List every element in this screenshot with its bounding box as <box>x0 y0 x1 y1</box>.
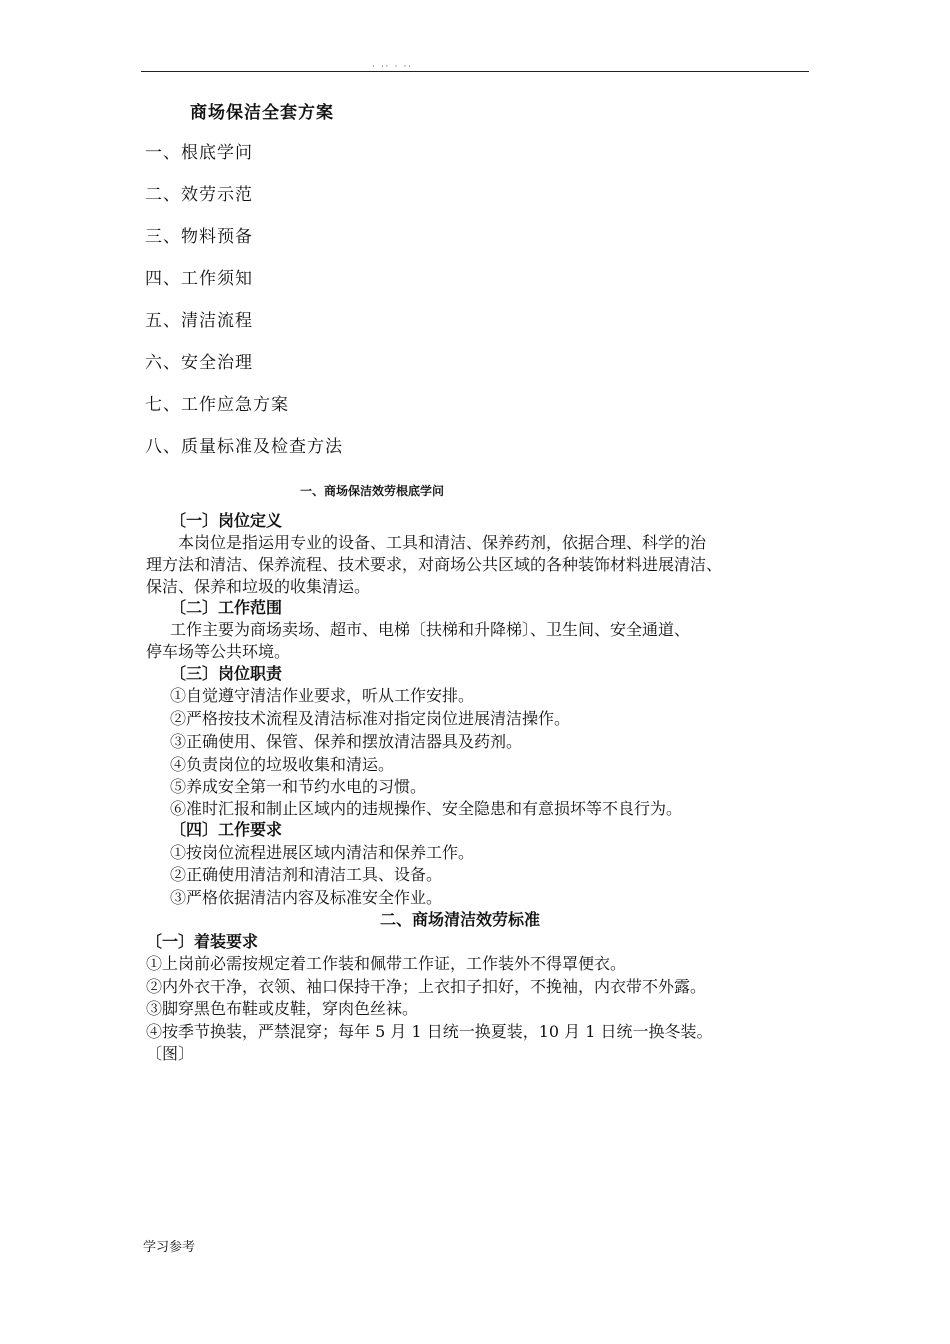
paragraph-line: 保洁、保养和垃圾的收集清运。 <box>146 577 371 596</box>
section2-title: 二、商场清洁效劳标准 <box>380 910 541 929</box>
sub-heading: 〔二〕工作范围 <box>170 598 283 617</box>
list-item: ①按岗位流程进展区域内清洁和保养工作。 <box>170 843 475 862</box>
list-item: ②正确使用清洁剂和清洁工具、设备。 <box>170 865 443 884</box>
list-item: ⑤养成安全第一和节约水电的习惯。 <box>170 777 427 796</box>
toc-item: 七、工作应急方案 <box>145 395 289 415</box>
list-item: ③严格依据清洁内容及标准安全作业。 <box>170 888 443 907</box>
toc-item: 一、根底学问 <box>145 143 253 163</box>
section1-title: 一、商场保洁效劳根底学问 <box>300 484 445 498</box>
list-item: ④按季节换装，严禁混穿；每年 5 月 1 日统一换夏装，10 月 1 日统一换冬装。 <box>146 1022 713 1041</box>
toc-item: 三、物料预备 <box>145 227 253 247</box>
list-item: ③正确使用、保管、保养和摆放清洁器具及药剂。 <box>170 732 523 751</box>
toc-item: 八、质量标准及检查方法 <box>145 437 343 457</box>
sub-heading: 〔一〕岗位定义 <box>170 511 283 530</box>
paragraph-line: 本岗位是指运用专业的设备、工具和清洁、保养药剂，依据合理、科学的治 <box>178 533 707 552</box>
toc-item: 二、效劳示范 <box>145 185 253 205</box>
toc-item: 四、工作须知 <box>145 269 253 289</box>
sub-heading: 〔一〕着装要求 <box>146 932 259 951</box>
list-item: 〔图〕 <box>146 1044 195 1063</box>
toc-item: 六、安全治理 <box>145 353 253 373</box>
list-item: ①上岗前必需按规定着工作装和佩带工作证，工作装外不得罩便衣。 <box>146 954 627 973</box>
list-item: ②严格按技术流程及清洁标准对指定岗位进展清洁操作。 <box>170 709 571 728</box>
list-item: ③脚穿黑色布鞋或皮鞋，穿肉色丝袜。 <box>146 999 419 1018</box>
list-item: ②内外衣干净，衣领、袖口保持干净；上衣扣子扣好，不挽袖，内衣带不外露。 <box>146 977 707 996</box>
header-marks: · ·· · ·· <box>372 62 413 71</box>
paragraph-line: 工作主要为商场卖场、超市、电梯〔扶梯和升降梯〕、卫生间、安全通道、 <box>170 620 691 639</box>
paragraph-line: 停车场等公共环境。 <box>146 642 291 661</box>
paragraph-line: 理方法和清洁、保养流程、技术要求，对商场公共区域的各种装饰材料进展清洁、 <box>146 555 723 574</box>
list-item: ①自觉遵守清洁作业要求，听从工作安排。 <box>170 686 475 705</box>
list-item: ④负责岗位的垃圾收集和清运。 <box>170 755 395 774</box>
document-title: 商场保洁全套方案 <box>190 103 334 123</box>
toc-item: 五、清洁流程 <box>145 311 253 331</box>
table-of-contents <box>145 140 343 476</box>
list-item: ⑥准时汇报和制止区域内的违规操作、安全隐患和有意损坏等不良行为。 <box>170 799 683 818</box>
sub-heading: 〔四〕工作要求 <box>170 820 283 839</box>
header-rule <box>141 71 809 72</box>
footer-text: 学习参考 <box>143 1240 196 1255</box>
sub-heading: 〔三〕岗位职责 <box>170 664 283 683</box>
